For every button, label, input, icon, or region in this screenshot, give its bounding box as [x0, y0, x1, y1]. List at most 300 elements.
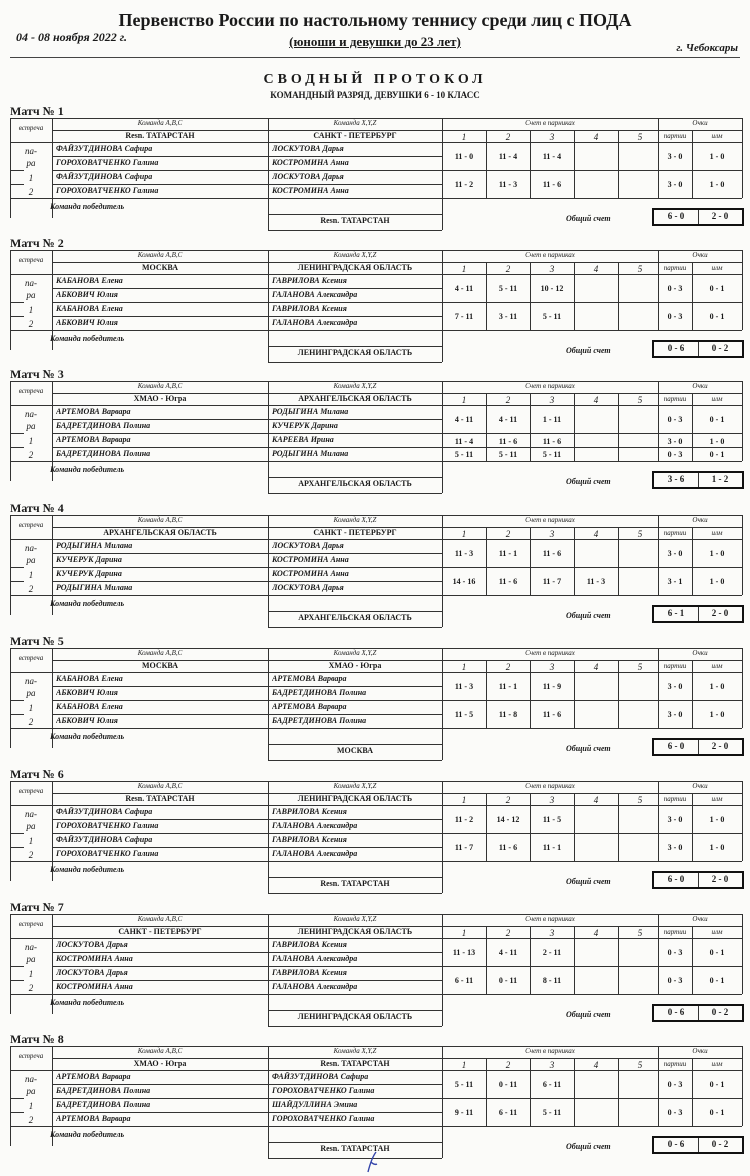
table-rule [10, 330, 52, 331]
table-rule [442, 527, 658, 528]
table-rule [658, 660, 742, 661]
points-pairs-header: партии [663, 529, 687, 537]
row-number: 2 [28, 983, 34, 993]
table-rule [52, 819, 268, 820]
team-xyz-name: САНКТ - ПЕТЕРБУРГ [313, 131, 397, 140]
team-abc-player: АРТЕМОВА Варвара [56, 435, 131, 444]
set-number-header: 4 [593, 928, 599, 938]
pair-label: па- [25, 146, 37, 156]
set-number-header: 3 [549, 928, 555, 938]
table-rule [10, 1046, 11, 1146]
table-rule [52, 461, 268, 462]
row-number: 1 [28, 1101, 34, 1111]
table-rule [268, 760, 442, 761]
team-abc-player: КАБАНОВА Елена [56, 674, 123, 683]
table-rule [268, 1070, 442, 1071]
match-block [10, 501, 742, 633]
set-score: 11 - 2 [454, 815, 474, 824]
row-number: 1 [28, 436, 34, 446]
table-rule [658, 262, 742, 263]
points-pairs-value: 3 - 0 [667, 682, 683, 691]
team-xyz-player: ГАЛАНОВА Александра [272, 849, 358, 858]
table-rule [268, 994, 442, 995]
table-rule [268, 184, 442, 185]
points-team-value: 0 - 1 [709, 976, 725, 985]
set-number-header: 5 [637, 132, 643, 142]
total-pairs-score: 6 - 1 [667, 608, 685, 618]
team-abc-header: Команда А,В,С [137, 915, 183, 923]
winner-team: Resn. ТАТАРСТАН [320, 879, 390, 888]
points-team-value: 0 - 1 [709, 450, 725, 459]
table-rule [268, 274, 442, 275]
total-team-score: 1 - 2 [711, 474, 729, 484]
table-rule [10, 198, 52, 199]
winner-label: Команда победитель [50, 202, 125, 211]
team-abc-player: КОСТРОМИНА Анна [56, 954, 133, 963]
points-pairs-header: партии [663, 928, 687, 936]
set-number-header: 3 [549, 1060, 555, 1070]
total-pairs-score: 3 - 6 [667, 474, 685, 484]
points-team-value: 0 - 1 [709, 948, 725, 957]
pair-label: ра [26, 158, 36, 168]
team-abc-name: ХМАО - Югра [133, 1059, 187, 1068]
table-rule [52, 447, 268, 448]
points-team-value: 0 - 1 [709, 1108, 725, 1117]
team-abc-player: ФАЙЗУТДИНОВА Сафира [56, 835, 153, 844]
team-xyz-player: КАРЕЕВА Ирина [272, 435, 334, 444]
team-xyz-name: ЛЕНИНГРАДСКАЯ ОБЛАСТЬ [297, 794, 413, 803]
team-xyz-player: ГАЛАНОВА Александра [272, 982, 358, 991]
set-number-header: 4 [593, 529, 599, 539]
table-rule [442, 262, 658, 263]
row-number: 2 [28, 717, 34, 727]
set-score: 11 - 9 [542, 682, 562, 691]
team-abc-player: РОДЫГИНА Милана [56, 583, 133, 592]
set-score: 5 - 11 [454, 450, 474, 459]
points-pairs-value: 0 - 3 [667, 948, 683, 957]
set-score: 6 - 11 [498, 1108, 518, 1117]
set-number-header: 3 [549, 264, 555, 274]
table-rule [268, 405, 442, 406]
table-rule [268, 686, 442, 687]
total-score-box [652, 1004, 744, 1022]
points-pairs-value: 3 - 1 [667, 577, 683, 586]
total-team-score: 2 - 0 [711, 741, 729, 751]
table-rule [52, 184, 268, 185]
table-rule [10, 1126, 52, 1127]
table-rule [268, 672, 442, 673]
total-score-label: Общий счет [566, 1010, 611, 1019]
team-xyz-player: ГОРОХОВАТЧЕНКО Галина [272, 1114, 375, 1123]
team-abc-name: Resn. ТАТАРСТАН [125, 131, 195, 140]
total-team-score: 2 - 0 [711, 874, 729, 884]
table-rule [268, 433, 442, 434]
set-score: 11 - 1 [498, 682, 518, 691]
points-pairs-value: 3 - 0 [667, 710, 683, 719]
team-xyz-player: ЛОСКУТОВА Дарья [272, 583, 344, 592]
table-rule [10, 700, 24, 701]
table-rule [268, 461, 442, 462]
table-rule [10, 405, 268, 406]
team-xyz-header: Команда Х,Y,Z [333, 382, 377, 390]
winner-label: Команда победитель [50, 998, 125, 1007]
total-score-box [652, 471, 744, 489]
table-rule [742, 118, 743, 198]
table-rule [52, 170, 268, 171]
pair-label: па- [25, 278, 37, 288]
team-abc-player: ГОРОХОВАТЧЕНКО Галина [56, 821, 159, 830]
set-score: 9 - 11 [454, 1108, 474, 1117]
team-abc-player: РОДЫГИНА Милана [56, 541, 133, 550]
winner-team: Resn. ТАТАРСТАН [320, 1144, 390, 1153]
table-rule [742, 648, 743, 728]
team-xyz-player: КОСТРОМИНА Анна [272, 555, 349, 564]
match-table [10, 381, 742, 488]
team-abc-player: ГОРОХОВАТЧЕНКО Галина [56, 186, 159, 195]
pair-label: па- [25, 1074, 37, 1084]
event-dates: 04 - 08 ноября 2022 г. [16, 30, 127, 44]
set-score: 7 - 11 [454, 312, 474, 321]
points-header: Очки [692, 782, 708, 790]
row-number: 1 [28, 173, 34, 183]
row-number: 1 [28, 703, 34, 713]
set-number-header: 5 [637, 662, 643, 672]
set-number-header: 5 [637, 795, 643, 805]
winner-team: ЛЕНИНГРАДСКАЯ ОБЛАСТЬ [297, 348, 413, 357]
team-xyz-player: ГАВРИЛОВА Ксения [272, 276, 347, 285]
set-number-header: 2 [505, 928, 511, 938]
set-score: 3 - 11 [498, 312, 518, 321]
team-xyz-name: ХМАО - Югра [328, 661, 382, 670]
pair-label: па- [25, 809, 37, 819]
table-rule [10, 381, 11, 481]
set-number-header: 1 [461, 132, 467, 142]
set-score: 11 - 6 [542, 437, 562, 446]
set-score: 5 - 11 [454, 1080, 474, 1089]
table-rule [268, 346, 442, 347]
total-score-label: Общий счет [566, 611, 611, 620]
match-title: Матч № 6 [10, 767, 64, 781]
table-rule [268, 833, 442, 834]
set-score: 11 - 2 [454, 180, 474, 189]
total-score-box [652, 340, 744, 358]
team-xyz-name: ЛЕНИНГРАДСКАЯ ОБЛАСТЬ [297, 263, 413, 272]
meeting-header: встреча [18, 256, 44, 264]
match-block [10, 767, 742, 899]
team-xyz-player: БАДРЕТДИНОВА Полина [272, 688, 367, 697]
table-rule [268, 847, 442, 848]
match-table [10, 1046, 742, 1153]
points-team-value: 1 - 0 [709, 815, 725, 824]
table-rule [10, 595, 52, 596]
set-score: 11 - 1 [498, 549, 518, 558]
team-xyz-player: РОДЫГИНА Милана [272, 407, 349, 416]
match-block [10, 1032, 742, 1164]
set-score: 11 - 6 [498, 843, 518, 852]
team-xyz-header: Команда Х,Y,Z [333, 119, 377, 127]
table-rule [442, 433, 742, 434]
set-score: 11 - 4 [498, 152, 518, 161]
table-rule [10, 539, 268, 540]
match-table [10, 648, 742, 755]
table-rule [52, 567, 268, 568]
team-abc-player: ФАЙЗУТДИНОВА Сафира [56, 807, 153, 816]
team-abc-player: БАДРЕТДИНОВА Полина [56, 1086, 151, 1095]
total-team-score: 0 - 2 [711, 343, 729, 353]
set-score: 2 - 11 [542, 948, 562, 957]
team-xyz-header: Команда Х,Y,Z [333, 782, 377, 790]
set-score: 8 - 11 [542, 976, 562, 985]
table-rule [10, 170, 24, 171]
points-team-value: 1 - 0 [709, 710, 725, 719]
table-rule [442, 660, 658, 661]
team-xyz-player: РОДЫГИНА Милана [272, 449, 349, 458]
team-abc-player: КАБАНОВА Елена [56, 304, 123, 313]
set-number-header: 5 [637, 395, 643, 405]
table-rule [10, 648, 11, 748]
table-rule [52, 156, 268, 157]
points-header: Очки [692, 516, 708, 524]
row-number: 1 [28, 305, 34, 315]
team-abc-name: МОСКВА [141, 661, 179, 670]
points-team-value: 1 - 0 [709, 682, 725, 691]
team-abc-player: КУЧЕРУК Дарина [56, 555, 122, 564]
table-rule [268, 952, 442, 953]
table-rule [10, 184, 24, 185]
set-score: 11 - 3 [498, 180, 518, 189]
table-rule [10, 914, 11, 1014]
set-score: 11 - 3 [586, 577, 606, 586]
table-rule [742, 250, 743, 330]
table-rule [10, 781, 11, 881]
set-number-header: 2 [505, 529, 511, 539]
table-rule [10, 1070, 268, 1071]
table-rule [658, 1058, 742, 1059]
team-xyz-player: КОСТРОМИНА Анна [272, 158, 349, 167]
table-rule [52, 966, 268, 967]
pair-label: ра [26, 421, 36, 431]
table-rule [10, 1098, 24, 1099]
points-team-value: 1 - 0 [709, 437, 725, 446]
set-number-header: 1 [461, 795, 467, 805]
pair-label: ра [26, 1086, 36, 1096]
table-rule [268, 419, 442, 420]
set-score: 4 - 11 [454, 415, 474, 424]
table-rule [268, 330, 442, 331]
total-pairs-score: 6 - 0 [667, 211, 685, 221]
table-rule [52, 330, 268, 331]
table-rule [742, 515, 743, 595]
table-rule [442, 700, 742, 701]
set-number-header: 4 [593, 264, 599, 274]
table-rule [52, 686, 268, 687]
team-abc-player: АРТЕМОВА Варвара [56, 1114, 131, 1123]
team-abc-player: БАДРЕТДИНОВА Полина [56, 1100, 151, 1109]
table-rule [268, 1084, 442, 1085]
pair-label: па- [25, 942, 37, 952]
set-number-header: 1 [461, 662, 467, 672]
team-abc-player: КУЧЕРУК Дарина [56, 569, 122, 578]
points-team-header: илм [711, 529, 723, 537]
total-pairs-score: 0 - 6 [667, 1007, 685, 1017]
team-abc-name: ХМАО - Югра [133, 394, 187, 403]
table-rule [442, 994, 742, 995]
table-rule [442, 567, 742, 568]
table-rule [268, 581, 442, 582]
table-rule [442, 1058, 658, 1059]
table-rule [442, 447, 742, 448]
table-rule [52, 302, 268, 303]
table-rule [442, 805, 742, 806]
team-abc-player: ФАЙЗУТДИНОВА Сафира [56, 144, 153, 153]
team-abc-name: МОСКВА [141, 263, 179, 272]
match-block [10, 900, 742, 1032]
winner-team: АРХАНГЕЛЬСКАЯ ОБЛАСТЬ [298, 479, 412, 488]
points-pairs-value: 0 - 3 [667, 1080, 683, 1089]
table-rule [52, 994, 268, 995]
pair-scores-header: Счет в парниках [525, 382, 575, 390]
team-xyz-player: ГОРОХОВАТЧЕНКО Галина [272, 1086, 375, 1095]
table-rule [268, 1010, 442, 1011]
table-rule [268, 198, 442, 199]
table-rule [52, 581, 268, 582]
table-rule [10, 433, 24, 434]
match-block [10, 236, 742, 368]
protocol-title: СВОДНЫЙ ПРОТОКОЛ [263, 72, 487, 87]
set-number-header: 5 [637, 928, 643, 938]
table-rule [442, 198, 742, 199]
table-rule [442, 793, 658, 794]
table-rule [52, 980, 268, 981]
set-score: 6 - 11 [542, 1080, 562, 1089]
table-rule [10, 994, 52, 995]
table-rule [442, 302, 742, 303]
points-pairs-value: 3 - 0 [667, 437, 683, 446]
table-rule [442, 393, 658, 394]
match-block [10, 634, 742, 766]
team-abc-player: ГОРОХОВАТЧЕНКО Галина [56, 849, 159, 858]
document-title: Первенство России по настольному теннису среди лиц с ПОДА [118, 10, 632, 30]
team-abc-header: Команда А,В,С [137, 649, 183, 657]
table-rule [52, 700, 268, 701]
table-rule [268, 1158, 442, 1159]
meeting-header: встреча [18, 521, 44, 529]
table-rule [268, 1098, 442, 1099]
total-score-box [652, 208, 744, 226]
table-rule [442, 672, 742, 673]
table-rule [268, 214, 442, 215]
team-abc-player: АБКОВИЧ Юлия [56, 716, 118, 725]
table-rule [10, 805, 268, 806]
total-score-box [652, 738, 744, 756]
winner-label: Команда победитель [50, 1130, 125, 1139]
match-title: Матч № 3 [10, 367, 64, 381]
team-abc-header: Команда А,В,С [137, 516, 183, 524]
pair-label: ра [26, 290, 36, 300]
points-pairs-header: партии [663, 1060, 687, 1068]
team-xyz-player: ГАЛАНОВА Александра [272, 954, 358, 963]
table-rule [10, 847, 24, 848]
set-score: 11 - 3 [454, 549, 474, 558]
set-score: 11 - 0 [454, 152, 474, 161]
total-pairs-score: 6 - 0 [667, 741, 685, 751]
points-team-header: илм [711, 264, 723, 272]
table-rule [268, 714, 442, 715]
winner-label: Команда победитель [50, 334, 125, 343]
set-score: 14 - 16 [452, 577, 476, 586]
set-number-header: 1 [461, 928, 467, 938]
set-score: 11 - 6 [498, 577, 518, 586]
pair-label: па- [25, 409, 37, 419]
table-rule [268, 567, 442, 568]
table-rule [268, 553, 442, 554]
team-xyz-player: ЛОСКУТОВА Дарья [272, 541, 344, 550]
table-rule [10, 567, 24, 568]
set-number-header: 3 [549, 795, 555, 805]
table-rule [52, 1112, 268, 1113]
table-rule [268, 938, 442, 939]
team-abc-header: Команда А,В,С [137, 1047, 183, 1055]
set-score: 11 - 4 [542, 152, 562, 161]
points-pairs-value: 3 - 0 [667, 152, 683, 161]
table-rule [52, 433, 268, 434]
table-rule [52, 198, 268, 199]
team-abc-player: ЛОСКУТОВА Дарья [56, 940, 128, 949]
team-abc-player: АРТЕМОВА Варвара [56, 1072, 131, 1081]
pair-label: па- [25, 676, 37, 686]
table-rule [442, 861, 742, 862]
table-rule [10, 447, 24, 448]
table-rule [268, 539, 442, 540]
set-score: 11 - 3 [454, 682, 474, 691]
total-score-box [652, 871, 744, 889]
meeting-header: встреча [18, 1052, 44, 1060]
team-abc-player: ЛОСКУТОВА Дарья [56, 968, 128, 977]
set-score: 6 - 11 [454, 976, 474, 985]
set-score: 11 - 6 [542, 180, 562, 189]
set-score: 5 - 11 [542, 450, 562, 459]
protocol-subtitle: КОМАНДНЫЙ РАЗРЯД, ДЕВУШКИ 6 - 10 КЛАСС [270, 90, 480, 100]
row-number: 2 [28, 319, 34, 329]
set-number-header: 2 [505, 264, 511, 274]
table-rule [742, 914, 743, 994]
table-rule [268, 477, 442, 478]
team-abc-header: Команда А,В,С [137, 382, 183, 390]
table-rule [52, 419, 268, 420]
points-team-value: 0 - 1 [709, 312, 725, 321]
match-table [10, 118, 742, 225]
pair-label: ра [26, 821, 36, 831]
table-rule [442, 142, 742, 143]
winner-label: Команда победитель [50, 465, 125, 474]
table-rule [52, 728, 268, 729]
set-number-header: 3 [549, 132, 555, 142]
total-score-label: Общий счет [566, 214, 611, 223]
pair-label: ра [26, 954, 36, 964]
team-xyz-header: Команда Х,Y,Z [333, 1047, 377, 1055]
set-score: 11 - 7 [542, 577, 562, 586]
table-rule [658, 793, 742, 794]
match-block [10, 367, 742, 499]
table-rule [268, 1026, 442, 1027]
pair-label: ра [26, 555, 36, 565]
team-abc-name: Resn. ТАТАРСТАН [125, 794, 195, 803]
table-rule [442, 1070, 742, 1071]
winner-team: АРХАНГЕЛЬСКАЯ ОБЛАСТЬ [298, 613, 412, 622]
set-number-header: 4 [593, 1060, 599, 1070]
total-pairs-score: 0 - 6 [667, 1139, 685, 1149]
set-number-header: 2 [505, 795, 511, 805]
